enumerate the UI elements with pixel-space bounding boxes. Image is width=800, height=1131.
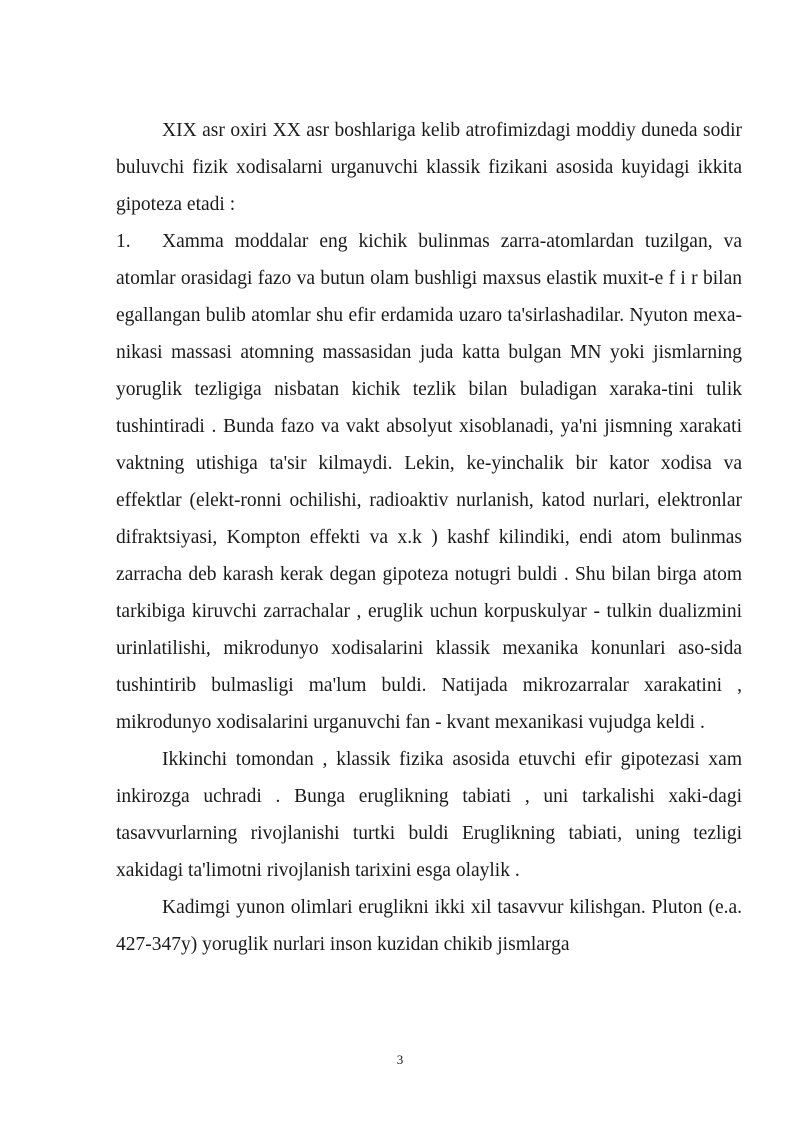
paragraph-third: Kadimgi yunon olimlari eruglikni ikki xil tasavvur kilishgan. Pluton (e.a. 427-347y) yoruglik nurlari inson kuzidan chikib jismlarga xyxy=(116,897,742,955)
document-body xyxy=(116,112,742,963)
list-item-1 xyxy=(116,223,742,741)
paragraph-second: Ikkinchi tomondan , klassik fizika asosida etuvchi efir gipotezasi xam inkirozga uchradi . Bunga eruglikning tabiati , uni tarkalishi xaki-dagi tasavvurlarning rivojlanishi turtki buldi Eruglikning tabiati, uning tezligi xakidagi ta'limotni rivojlanish tarixini esga olaylik . xyxy=(116,749,742,881)
list-item-text: Xamma moddalar eng kichik bulinmas zarra-atomlardan tuzilgan, va atomlar orasidagi fazo va butun olam bushligi maxsus elastik muxit-e f i r bilan egallangan bulib atomlar shu efir erdamida uzaro ta'sirlashadilar. Nyuton mexa-nikasi massasi atomning massasidan juda katta bulgan MN yoki jismlarning yoruglik tezligiga nisbatan kichik tezlik bilan buladigan xaraka-tini tulik tushintiradi . Bunda fazo va vakt absolyut xisoblanadi, ya'ni jismning xarakati vaktning utishiga ta'sir kilmaydi. Lekin, ke-yinchalik bir kator xodisa va effektlar (elekt-ronni ochilishi, radioaktiv nurlanish, katod nurlari, elektronlar difraktsiyasi, Kompton effekti va x.k ) kashf kilindiki, endi atom bulinmas zarracha deb karash kerak degan gipoteza notugri buldi . Shu bilan birga atom tarkibiga kiruvchi zarrachalar , eruglik uchun korpuskulyar - tulkin dualizmini urinlatilishi, mikrodunyo xodisalarini klassik mexanika konunlari aso-sida tushintirib bulmasligi ma'lum buldi. Natijada mikrozarralar xarakatini , mikrodunyo xodisalarini urganuvchi fan - kvant mexanikasi vujudga keldi . xyxy=(116,231,742,733)
paragraph-intro: XIX asr oxiri XX asr boshlariga kelib atrofimizdagi moddiy duneda sodir buluvchi fizik xodisalarni urganuvchi klassik fizikani asosida kuyidagi ikkita gipoteza etadi : xyxy=(116,120,742,215)
page-number: 3 xyxy=(396,1052,404,1067)
list-item-number: 1. xyxy=(116,231,131,252)
